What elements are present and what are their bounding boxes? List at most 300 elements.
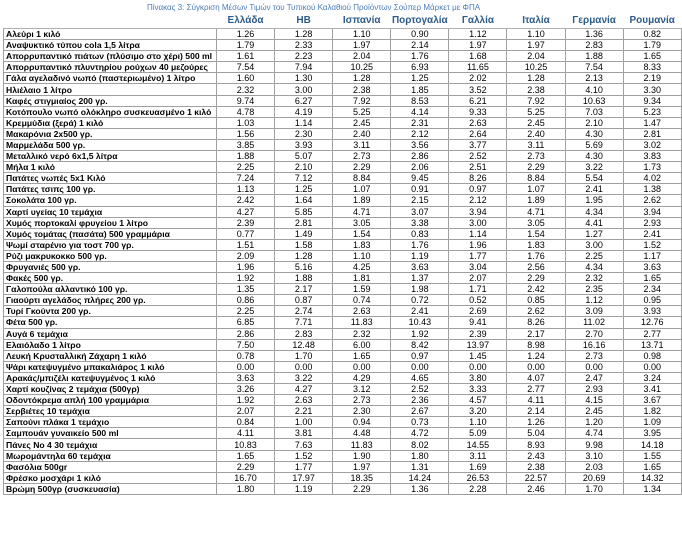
price-cell: 20.69 (565, 472, 623, 483)
price-cell: 3.20 (449, 406, 507, 417)
price-cell: 1.88 (275, 273, 333, 284)
price-cell: 3.63 (623, 261, 681, 272)
price-cell: 3.95 (623, 428, 681, 439)
column-header-country: Γαλλία (449, 14, 507, 29)
table-row (4, 317, 682, 328)
price-cell: 4.29 (333, 372, 391, 383)
price-cell: 7.24 (217, 173, 275, 184)
price-cell: 2.09 (217, 250, 275, 261)
price-cell: 1.65 (623, 51, 681, 62)
price-cell: 2.64 (449, 128, 507, 139)
table-row (4, 461, 682, 472)
price-cell: 1.26 (217, 29, 275, 40)
price-cell: 1.68 (449, 51, 507, 62)
price-cell: 2.45 (333, 117, 391, 128)
price-cell: 2.02 (449, 73, 507, 84)
price-cell: 1.30 (275, 73, 333, 84)
table-row (4, 128, 682, 139)
price-cell: 0.83 (391, 228, 449, 239)
product-name-cell: Γιαούρτι αγελάδος πλήρες 200 γρ. (4, 295, 217, 306)
table-row (4, 206, 682, 217)
table-row (4, 439, 682, 450)
product-name-cell: Απορρυπαντικό πλυντηρίου ρούχων 40 μεζούρες (4, 62, 217, 73)
price-cell: 26.53 (449, 472, 507, 483)
price-cell: 2.03 (565, 461, 623, 472)
price-cell: 2.63 (333, 306, 391, 317)
price-cell: 1.12 (565, 295, 623, 306)
price-cell: 2.31 (391, 117, 449, 128)
price-cell: 0.95 (623, 295, 681, 306)
price-cell: 2.73 (333, 395, 391, 406)
price-cell: 8.53 (391, 95, 449, 106)
price-cell: 1.58 (275, 239, 333, 250)
price-cell: 1.73 (623, 162, 681, 173)
price-cell: 2.47 (565, 372, 623, 383)
price-cell: 2.25 (565, 250, 623, 261)
product-name-cell: Μαρμελάδα 500 γρ. (4, 139, 217, 150)
price-cell: 1.64 (275, 195, 333, 206)
price-cell: 1.69 (449, 461, 507, 472)
price-cell: 2.77 (623, 328, 681, 339)
price-cell: 7.71 (275, 317, 333, 328)
price-cell: 16.16 (565, 339, 623, 350)
price-cell: 16.70 (217, 472, 275, 483)
product-name-cell: Ρύζι μακρυκοκκο 500 γρ. (4, 250, 217, 261)
table-row (4, 250, 682, 261)
price-cell: 1.26 (507, 417, 565, 428)
price-cell: 1.92 (217, 273, 275, 284)
price-cell: 2.38 (333, 84, 391, 95)
column-header-product (4, 14, 217, 29)
price-cell: 2.74 (275, 306, 333, 317)
price-cell: 0.91 (391, 184, 449, 195)
product-name-cell: Γαλοπούλα αλλαντικό 100 γρ. (4, 284, 217, 295)
table-row (4, 151, 682, 162)
price-cell: 4.71 (333, 206, 391, 217)
product-name-cell: Σαπούνι πλάκα 1 τεμάχιο (4, 417, 217, 428)
price-cell: 2.42 (507, 284, 565, 295)
price-cell: 2.12 (449, 195, 507, 206)
price-cell: 4.48 (333, 428, 391, 439)
price-cell: 3.63 (391, 261, 449, 272)
price-cell: 2.62 (507, 306, 565, 317)
price-cell: 3.00 (275, 84, 333, 95)
price-cell: 14.32 (623, 472, 681, 483)
price-cell: 7.50 (217, 339, 275, 350)
product-name-cell: Αρακάς/μπιζέλι κατεψυγμένος 1 κιλό (4, 372, 217, 383)
price-cell: 5.09 (449, 428, 507, 439)
price-cell: 1.83 (507, 239, 565, 250)
price-cell: 9.74 (217, 95, 275, 106)
price-cell: 1.47 (623, 117, 681, 128)
price-cell: 0.00 (333, 361, 391, 372)
product-name-cell: Χυμός τομάτας (πασάτα) 500 γραμμάρια (4, 228, 217, 239)
price-cell: 1.56 (217, 128, 275, 139)
price-cell: 1.85 (391, 84, 449, 95)
price-cell: 0.00 (565, 361, 623, 372)
price-cell: 2.45 (565, 406, 623, 417)
price-cell: 2.73 (333, 151, 391, 162)
price-cell: 1.92 (391, 328, 449, 339)
price-cell: 6.27 (275, 95, 333, 106)
table-row (4, 239, 682, 250)
price-cell: 2.36 (391, 395, 449, 406)
price-cell: 1.13 (217, 184, 275, 195)
price-cell: 2.73 (565, 350, 623, 361)
table-row (4, 162, 682, 173)
price-cell: 0.00 (623, 361, 681, 372)
price-cell: 8.02 (391, 439, 449, 450)
price-cell: 13.97 (449, 339, 507, 350)
price-cell: 0.00 (391, 361, 449, 372)
price-cell: 1.36 (391, 483, 449, 494)
price-cell: 7.03 (565, 106, 623, 117)
price-cell: 2.32 (565, 273, 623, 284)
price-cell: 2.70 (565, 328, 623, 339)
price-cell: 3.94 (449, 206, 507, 217)
table-row (4, 417, 682, 428)
price-cell: 1.51 (217, 239, 275, 250)
price-cell: 1.81 (333, 273, 391, 284)
price-cell: 2.83 (275, 328, 333, 339)
price-cell: 1.54 (507, 228, 565, 239)
price-cell: 3.52 (449, 84, 507, 95)
price-cell: 2.38 (507, 461, 565, 472)
price-cell: 2.23 (275, 51, 333, 62)
price-cell: 2.07 (449, 273, 507, 284)
price-cell: 2.29 (507, 273, 565, 284)
price-cell: 4.41 (565, 217, 623, 228)
price-cell: 2.63 (275, 395, 333, 406)
product-name-cell: Αναψυκτικό τύπου cola 1,5 λίτρα (4, 40, 217, 51)
price-cell: 1.24 (507, 350, 565, 361)
price-cell: 3.04 (449, 261, 507, 272)
price-cell: 0.00 (217, 361, 275, 372)
table-row (4, 184, 682, 195)
price-cell: 2.40 (333, 128, 391, 139)
product-name-cell: Φακές 500 γρ. (4, 273, 217, 284)
price-cell: 1.97 (449, 40, 507, 51)
price-cell: 22.57 (507, 472, 565, 483)
price-cell: 4.11 (217, 428, 275, 439)
price-cell: 3.81 (275, 428, 333, 439)
price-cell: 0.73 (391, 417, 449, 428)
price-cell: 1.25 (391, 73, 449, 84)
price-cell: 2.52 (449, 151, 507, 162)
price-cell: 5.25 (507, 106, 565, 117)
price-cell: 2.04 (333, 51, 391, 62)
price-cell: 4.78 (217, 106, 275, 117)
product-name-cell: Λευκή Κρυσταλλική Ζάχαρη 1 κιλό (4, 350, 217, 361)
price-cell: 1.76 (391, 51, 449, 62)
price-cell: 1.00 (275, 417, 333, 428)
price-cell: 0.00 (449, 361, 507, 372)
price-cell: 18.35 (333, 472, 391, 483)
table-row (4, 51, 682, 62)
price-cell: 3.85 (217, 139, 275, 150)
price-cell: 7.63 (275, 439, 333, 450)
price-cell: 1.76 (507, 250, 565, 261)
table-caption: Πίνακας 3: Σύγκριση Μέσων Τιμών του Τυπικού Καλαθιού Προϊόντων Σούπερ Μάρκετ με ΦΠΑ (146, 3, 481, 12)
price-cell: 1.97 (333, 461, 391, 472)
product-name-cell: Χυμός πορτοκαλί φρυγείου 1 λίτρο (4, 217, 217, 228)
price-cell: 1.89 (507, 195, 565, 206)
price-cell: 7.54 (565, 62, 623, 73)
price-cell: 2.10 (275, 162, 333, 173)
product-name-cell: Πατάτες τσιπς 100 γρ. (4, 184, 217, 195)
price-cell: 12.48 (275, 339, 333, 350)
table-row (4, 84, 682, 95)
price-cell: 2.67 (391, 406, 449, 417)
price-cell: 0.86 (217, 295, 275, 306)
price-cell: 4.30 (565, 128, 623, 139)
price-cell: 11.83 (333, 439, 391, 450)
product-name-cell: Αυγά 6 τεμάχια (4, 328, 217, 339)
price-cell: 2.25 (217, 162, 275, 173)
price-cell: 1.61 (217, 51, 275, 62)
price-cell: 1.82 (623, 406, 681, 417)
price-cell: 1.90 (333, 450, 391, 461)
price-cell: 2.42 (217, 195, 275, 206)
price-cell: 1.38 (623, 184, 681, 195)
price-cell: 1.10 (333, 250, 391, 261)
price-cell: 0.52 (449, 295, 507, 306)
price-cell: 2.29 (507, 162, 565, 173)
price-cell: 4.02 (623, 173, 681, 184)
price-cell: 3.11 (507, 139, 565, 150)
price-cell: 4.71 (507, 206, 565, 217)
price-cell: 2.29 (333, 162, 391, 173)
price-cell: 3.83 (623, 151, 681, 162)
price-cell: 1.65 (623, 461, 681, 472)
price-cell: 12.76 (623, 317, 681, 328)
price-cell: 13.71 (623, 339, 681, 350)
price-cell: 2.32 (333, 328, 391, 339)
price-cell: 4.11 (507, 395, 565, 406)
price-cell: 2.35 (565, 284, 623, 295)
price-cell: 8.26 (507, 317, 565, 328)
price-cell: 5.16 (275, 261, 333, 272)
price-cell: 1.70 (275, 350, 333, 361)
price-cell: 1.34 (623, 483, 681, 494)
price-cell: 3.11 (449, 450, 507, 461)
table-row (4, 428, 682, 439)
price-cell: 2.83 (565, 40, 623, 51)
price-cell: 2.39 (449, 328, 507, 339)
price-cell: 1.59 (333, 284, 391, 295)
column-header-country: Ελλάδα (217, 14, 275, 29)
price-cell: 2.14 (507, 406, 565, 417)
price-cell: 17.97 (275, 472, 333, 483)
product-name-cell: Καφές στιγμιαίος 200 γρ. (4, 95, 217, 106)
price-cell: 2.52 (391, 384, 449, 395)
price-cell: 3.22 (565, 162, 623, 173)
price-cell: 1.12 (449, 29, 507, 40)
price-cell: 4.27 (217, 206, 275, 217)
price-cell: 2.77 (507, 384, 565, 395)
price-cell: 2.04 (507, 51, 565, 62)
table-row (4, 295, 682, 306)
price-cell: 2.17 (275, 284, 333, 295)
price-cell: 2.28 (449, 483, 507, 494)
price-cell: 3.22 (275, 372, 333, 383)
price-cell: 1.25 (275, 184, 333, 195)
price-cell: 0.77 (217, 228, 275, 239)
column-header-country: Ιταλία (507, 14, 565, 29)
price-cell: 8.42 (391, 339, 449, 350)
price-cell: 1.19 (275, 483, 333, 494)
price-cell: 8.26 (449, 173, 507, 184)
table-row (4, 117, 682, 128)
table-row (4, 384, 682, 395)
price-cell: 1.07 (507, 184, 565, 195)
price-cell: 5.23 (623, 106, 681, 117)
table-row (4, 195, 682, 206)
product-name-cell: Φρυγανιές 500 γρ. (4, 261, 217, 272)
price-cell: 1.36 (565, 29, 623, 40)
price-cell: 1.52 (623, 239, 681, 250)
price-cell: 9.98 (565, 439, 623, 450)
price-cell: 2.41 (565, 184, 623, 195)
product-name-cell: Χαρτί υγείας 10 τεμάχια (4, 206, 217, 217)
price-cell: 1.65 (217, 450, 275, 461)
table-row (4, 62, 682, 73)
price-cell: 2.14 (391, 40, 449, 51)
price-cell: 4.14 (391, 106, 449, 117)
table-row (4, 228, 682, 239)
table-row (4, 328, 682, 339)
column-header-country: Γερμανία (565, 14, 623, 29)
price-cell: 0.97 (391, 350, 449, 361)
price-cell: 3.05 (333, 217, 391, 228)
price-cell: 1.10 (333, 29, 391, 40)
product-name-cell: Αλεύρι 1 κιλό (4, 29, 217, 40)
price-cell: 2.86 (391, 151, 449, 162)
table-row (4, 29, 682, 40)
column-header-country: ΗΒ (275, 14, 333, 29)
column-header-country: Ρουμανία (623, 14, 681, 29)
price-cell: 1.27 (565, 228, 623, 239)
price-cell: 14.24 (391, 472, 449, 483)
product-name-cell: Ελαιόλαδο 1 λίτρο (4, 339, 217, 350)
price-cell: 2.93 (565, 384, 623, 395)
table-row (4, 273, 682, 284)
price-cell: 10.63 (565, 95, 623, 106)
table-row (4, 95, 682, 106)
price-cell: 9.33 (449, 106, 507, 117)
table-row (4, 339, 682, 350)
price-cell: 1.49 (275, 228, 333, 239)
product-name-cell: Απορρυπαντικό πιάτων (πλύσιμο στο χέρι) 500 ml (4, 51, 217, 62)
price-cell: 0.98 (623, 350, 681, 361)
table-row (4, 261, 682, 272)
price-cell: 8.33 (623, 62, 681, 73)
price-cell: 1.35 (217, 284, 275, 295)
price-cell: 2.21 (275, 406, 333, 417)
price-cell: 1.88 (565, 51, 623, 62)
price-cell: 8.93 (507, 439, 565, 450)
price-cell: 3.38 (391, 217, 449, 228)
table-row (4, 284, 682, 295)
price-comparison-table (3, 14, 682, 495)
price-cell: 7.92 (507, 95, 565, 106)
price-cell: 3.41 (623, 384, 681, 395)
price-cell: 10.43 (391, 317, 449, 328)
price-cell: 2.06 (391, 162, 449, 173)
product-name-cell: Ψάρι κατεψυγμένο μπακαλιάρος 1 κιλό (4, 361, 217, 372)
price-cell: 3.94 (623, 206, 681, 217)
price-cell: 1.77 (449, 250, 507, 261)
table-row (4, 350, 682, 361)
product-name-cell: Γάλα αγελαδινό νωπό (παστεριωμένο) 1 λίτρο (4, 73, 217, 84)
price-cell: 1.98 (391, 284, 449, 295)
price-cell: 1.60 (217, 73, 275, 84)
price-cell: 2.69 (449, 306, 507, 317)
table-row (4, 306, 682, 317)
price-cell: 1.79 (623, 40, 681, 51)
product-name-cell: Μακαρόνια 2x500 γρ. (4, 128, 217, 139)
price-cell: 2.40 (507, 128, 565, 139)
price-cell: 0.85 (507, 295, 565, 306)
price-cell: 3.12 (333, 384, 391, 395)
price-cell: 7.54 (217, 62, 275, 73)
product-name-cell: Κοτόπουλο νωπό ολόκληρο συσκευασμένο 1 κιλό (4, 106, 217, 117)
price-cell: 11.02 (565, 317, 623, 328)
price-cell: 3.67 (623, 395, 681, 406)
table-row (4, 361, 682, 372)
price-cell: 1.65 (333, 350, 391, 361)
price-cell: 4.74 (565, 428, 623, 439)
price-cell: 1.92 (217, 395, 275, 406)
price-cell: 4.34 (565, 206, 623, 217)
table-row (4, 217, 682, 228)
price-cell: 2.25 (217, 306, 275, 317)
product-name-cell: Ηλιέλαιο 1 λίτρο (4, 84, 217, 95)
price-cell: 0.87 (275, 295, 333, 306)
price-cell: 9.45 (391, 173, 449, 184)
product-name-cell: Βρώμη 500γρ (συσκευασία) (4, 483, 217, 494)
price-cell: 2.32 (217, 84, 275, 95)
price-cell: 1.37 (391, 273, 449, 284)
price-cell: 1.31 (391, 461, 449, 472)
price-cell: 9.41 (449, 317, 507, 328)
price-cell: 3.77 (449, 139, 507, 150)
price-cell: 2.62 (623, 195, 681, 206)
price-cell: 8.84 (333, 173, 391, 184)
price-cell: 1.10 (507, 29, 565, 40)
price-cell: 2.15 (391, 195, 449, 206)
price-cell: 4.07 (507, 372, 565, 383)
price-cell: 11.65 (449, 62, 507, 73)
price-cell: 0.00 (507, 361, 565, 372)
price-cell: 9.34 (623, 95, 681, 106)
price-cell: 2.12 (391, 128, 449, 139)
price-cell: 7.92 (333, 95, 391, 106)
price-cell: 4.30 (565, 151, 623, 162)
price-cell: 0.97 (449, 184, 507, 195)
price-cell: 2.46 (507, 483, 565, 494)
price-cell: 1.80 (217, 483, 275, 494)
price-cell: 1.14 (275, 117, 333, 128)
price-cell: 1.89 (333, 195, 391, 206)
product-name-cell: Ψωμί σταρένιο για τοστ 700 γρ. (4, 239, 217, 250)
product-name-cell: Τυρί Γκούντα 200 γρ. (4, 306, 217, 317)
price-cell: 3.24 (623, 372, 681, 383)
product-name-cell: Χαρτί κουζίνας 2 τεμάχια (500γρ) (4, 384, 217, 395)
price-cell: 0.78 (217, 350, 275, 361)
price-cell: 7.12 (275, 173, 333, 184)
price-cell: 1.28 (275, 29, 333, 40)
